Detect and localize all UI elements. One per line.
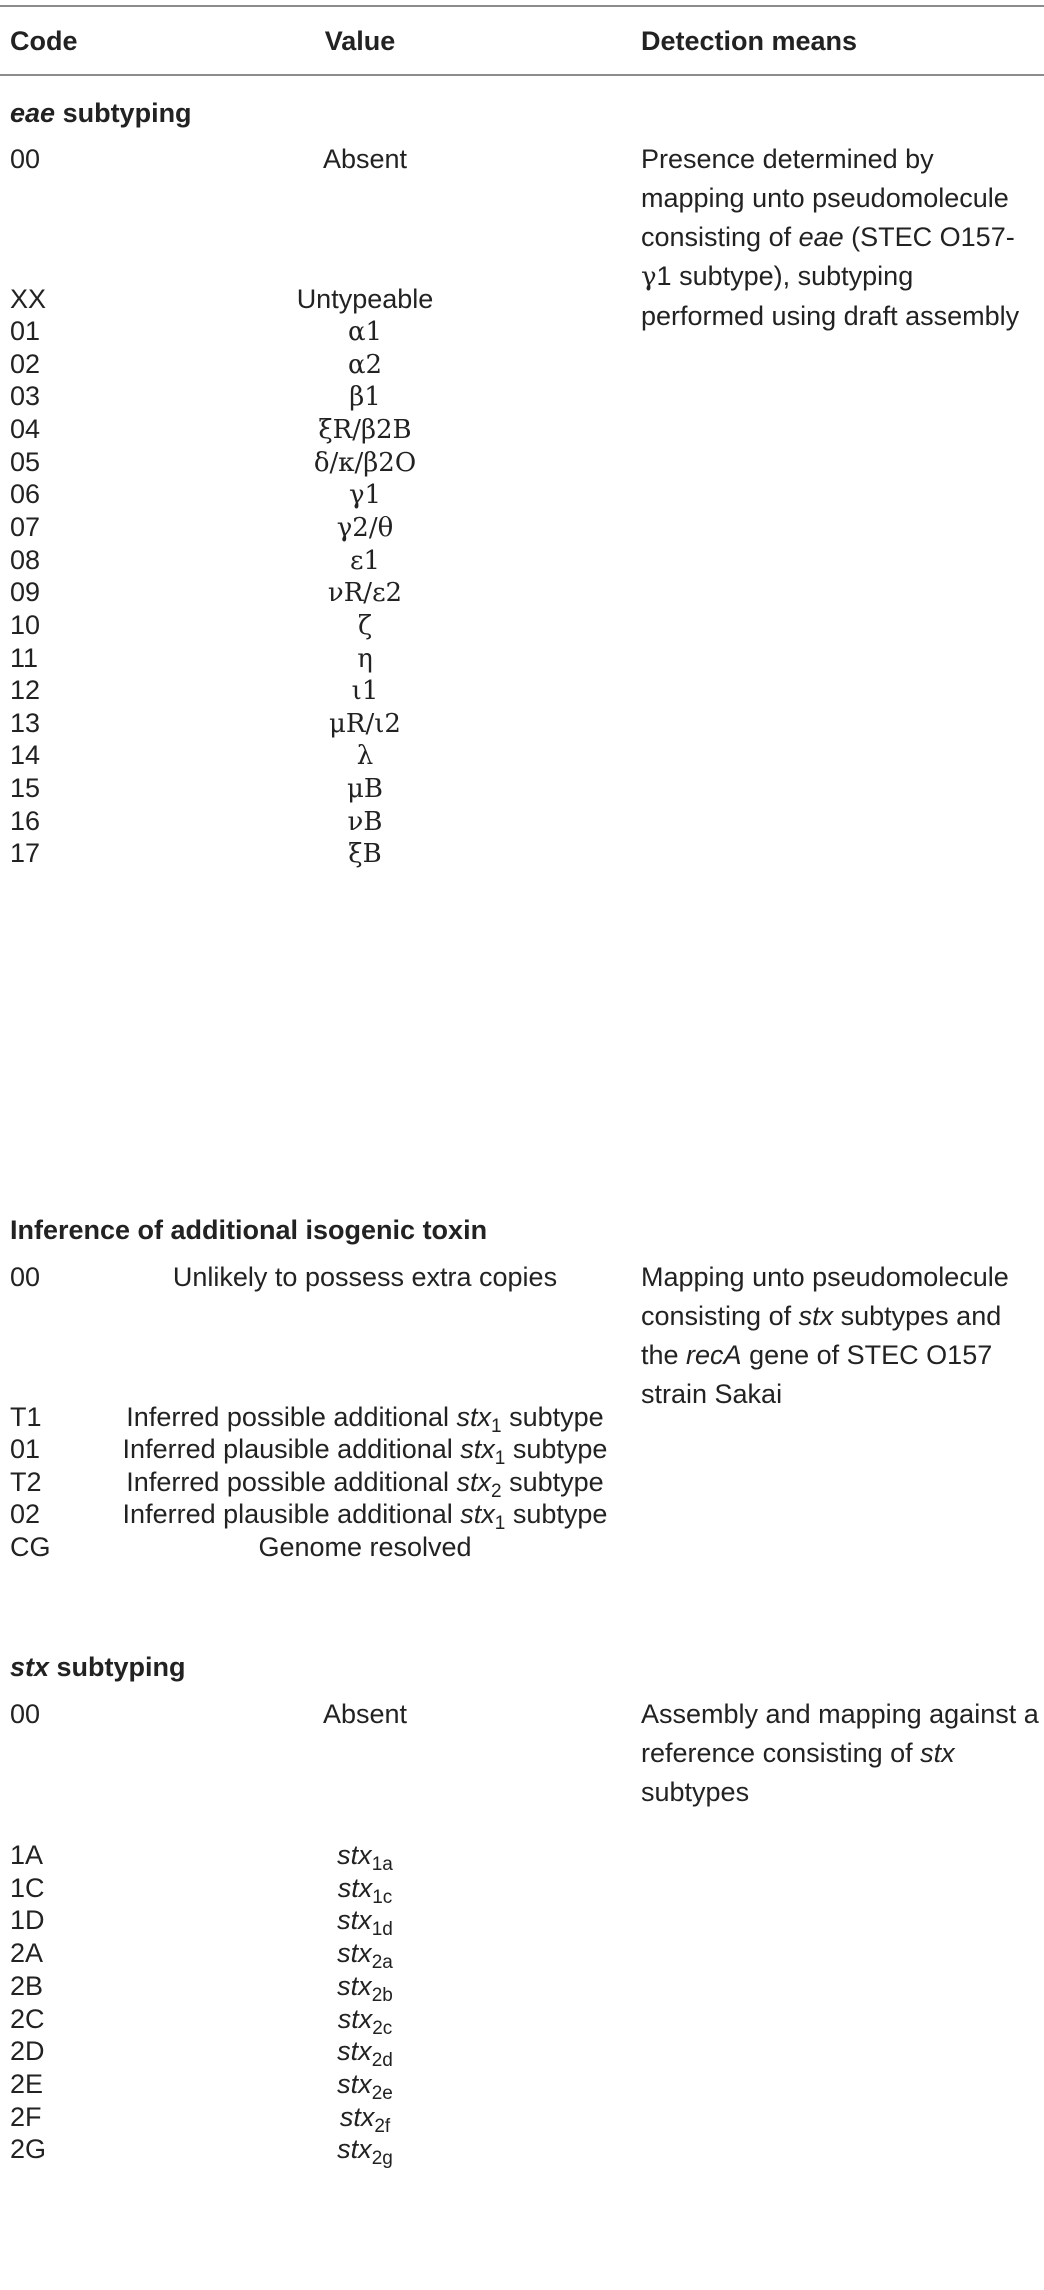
row-value: [20, 140, 710, 179]
value-text: Absent: [322, 144, 408, 174]
row-code: T2: [10, 1467, 42, 1497]
row-value: [20, 1258, 710, 1297]
gene-subscript: 1c: [372, 1887, 393, 1908]
eae-detection: Presence determined by mapping unto pseudomolecule consisting of eae (STEC O157-γ1 subtype), subtyping performed using draft assembly: [641, 144, 1020, 331]
row-code: 00: [10, 1699, 41, 1729]
value-text: Untypeable: [296, 284, 434, 314]
value-text: ξB: [348, 839, 382, 869]
gene-subscript: 2d: [371, 2050, 393, 2071]
row-code: 2F: [10, 2102, 42, 2132]
gene-name: stx: [337, 2004, 373, 2034]
value-text: α1: [347, 317, 383, 347]
value-text: β1: [349, 382, 381, 412]
gene-name: stx: [456, 1402, 492, 1432]
header-code: Code: [10, 26, 78, 56]
gene-subscript: 2e: [371, 2083, 393, 2104]
section-title-eae: eae subtyping: [10, 98, 192, 128]
row-code: 15: [10, 773, 41, 803]
gene-name: stx: [337, 1840, 372, 1870]
value-prefix: Inferred possible additional: [126, 1402, 457, 1432]
row-code: 01: [10, 316, 41, 346]
value-text: λ: [356, 741, 374, 771]
row-value: [20, 2130, 710, 2169]
gene-name: stx: [337, 2036, 372, 2066]
row-code: 2D: [10, 2036, 45, 2066]
gene-subscript: 2c: [372, 2018, 393, 2039]
gene-name: stx: [460, 1434, 495, 1464]
value-text: α2: [347, 350, 383, 380]
value-text: μR/ι2: [329, 709, 401, 739]
value-text: ε1: [349, 546, 380, 576]
row-value: [20, 1528, 710, 1567]
value-prefix: Inferred plausible additional: [122, 1499, 461, 1529]
row-code: 06: [10, 479, 41, 509]
row-code: 2B: [10, 1971, 44, 2001]
row-code: 13: [10, 708, 41, 738]
gene-subscript: 2: [491, 1481, 502, 1502]
gene-subscript: 2g: [371, 2148, 393, 2169]
gene-subscript: 1: [494, 1448, 506, 1469]
row-code: 16: [10, 806, 41, 836]
gene-subscript: 1a: [371, 1854, 393, 1875]
row-code: 05: [10, 447, 41, 477]
row-code: 03: [10, 381, 41, 411]
gene-subscript: 2f: [374, 2116, 391, 2137]
value-prefix: Inferred possible additional: [126, 1467, 457, 1497]
row-code: 2C: [10, 2004, 45, 2034]
value-text: ξR/β2B: [318, 415, 412, 445]
value-suffix: subtype: [505, 1499, 608, 1529]
row-value: [20, 834, 710, 874]
gene-name: stx: [337, 1905, 372, 1935]
row-code: 09: [10, 577, 41, 607]
section-title-toxin: Inference of additional isogenic toxin: [10, 1215, 488, 1245]
gene-subscript: 1: [494, 1513, 506, 1534]
value-text: μB: [346, 774, 383, 804]
gene-subscript: 1d: [371, 1919, 393, 1940]
top-rule: [0, 5, 1044, 7]
gene-subscript: 1: [491, 1416, 502, 1437]
row-code: 00: [10, 1262, 41, 1292]
header-detection: Detection means: [641, 26, 858, 56]
row-code: 2E: [10, 2069, 44, 2099]
gene-name: stx: [337, 2134, 372, 2164]
value-text: ι1: [351, 676, 379, 706]
row-code: 1C: [10, 1873, 45, 1903]
value-text: γ2/θ: [336, 513, 394, 543]
value-text: νR/ε2: [327, 578, 403, 608]
toxin-detection: Mapping unto pseudomolecule consisting of stx subtypes and the recA gene of STEC O157 strain Sakai: [641, 1262, 1009, 1409]
row-code: 10: [10, 610, 41, 640]
gene-name: stx: [337, 2069, 372, 2099]
value-suffix: subtype: [505, 1434, 608, 1464]
row-code: 2G: [10, 2134, 47, 2164]
row-code: 17: [10, 838, 41, 868]
gene-name: stx: [456, 1467, 492, 1497]
header-rule: [0, 74, 1044, 76]
gene-name: stx: [460, 1499, 495, 1529]
value-text: Genome resolved: [258, 1532, 472, 1562]
row-code: 00: [10, 144, 41, 174]
value-text: η: [357, 644, 373, 674]
value-text: Unlikely to possess extra copies: [172, 1262, 558, 1292]
row-code: 04: [10, 414, 41, 444]
value-text: δ/κ/β2O: [313, 448, 417, 478]
value-suffix: subtype: [501, 1467, 604, 1497]
row-value: [20, 1695, 710, 1734]
gene-name: stx: [337, 1971, 372, 2001]
value-text: ζ: [357, 611, 373, 641]
gene-subscript: 2b: [371, 1985, 393, 2006]
header-value: Value: [324, 26, 396, 56]
row-code: 02: [10, 1499, 41, 1529]
row-code: 1A: [10, 1840, 44, 1870]
section-title-stx: stx subtyping: [10, 1652, 186, 1682]
value-suffix: subtype: [501, 1402, 604, 1432]
value-prefix: Inferred plausible additional: [122, 1434, 461, 1464]
value-text: γ1: [348, 480, 382, 510]
row-code: 14: [10, 740, 41, 770]
row-code: 02: [10, 349, 41, 379]
row-code: CG: [10, 1532, 51, 1562]
stx-detection: Assembly and mapping against a reference consisting of stx subtypes: [641, 1699, 1039, 1807]
row-code: 01: [10, 1434, 41, 1464]
row-code: 08: [10, 545, 41, 575]
row-code: T1: [10, 1402, 42, 1432]
row-code: 12: [10, 675, 41, 705]
row-code: 2A: [10, 1938, 44, 1968]
gene-name: stx: [337, 1873, 373, 1903]
gene-name: stx: [339, 2102, 375, 2132]
row-code: 1D: [10, 1905, 45, 1935]
gene-name: stx: [337, 1938, 372, 1968]
row-code: XX: [10, 284, 47, 314]
gene-subscript: 2a: [371, 1952, 393, 1973]
row-code: 07: [10, 512, 41, 542]
value-text: νB: [347, 807, 383, 837]
row-code: 11: [10, 643, 39, 673]
value-text: Absent: [322, 1699, 408, 1729]
